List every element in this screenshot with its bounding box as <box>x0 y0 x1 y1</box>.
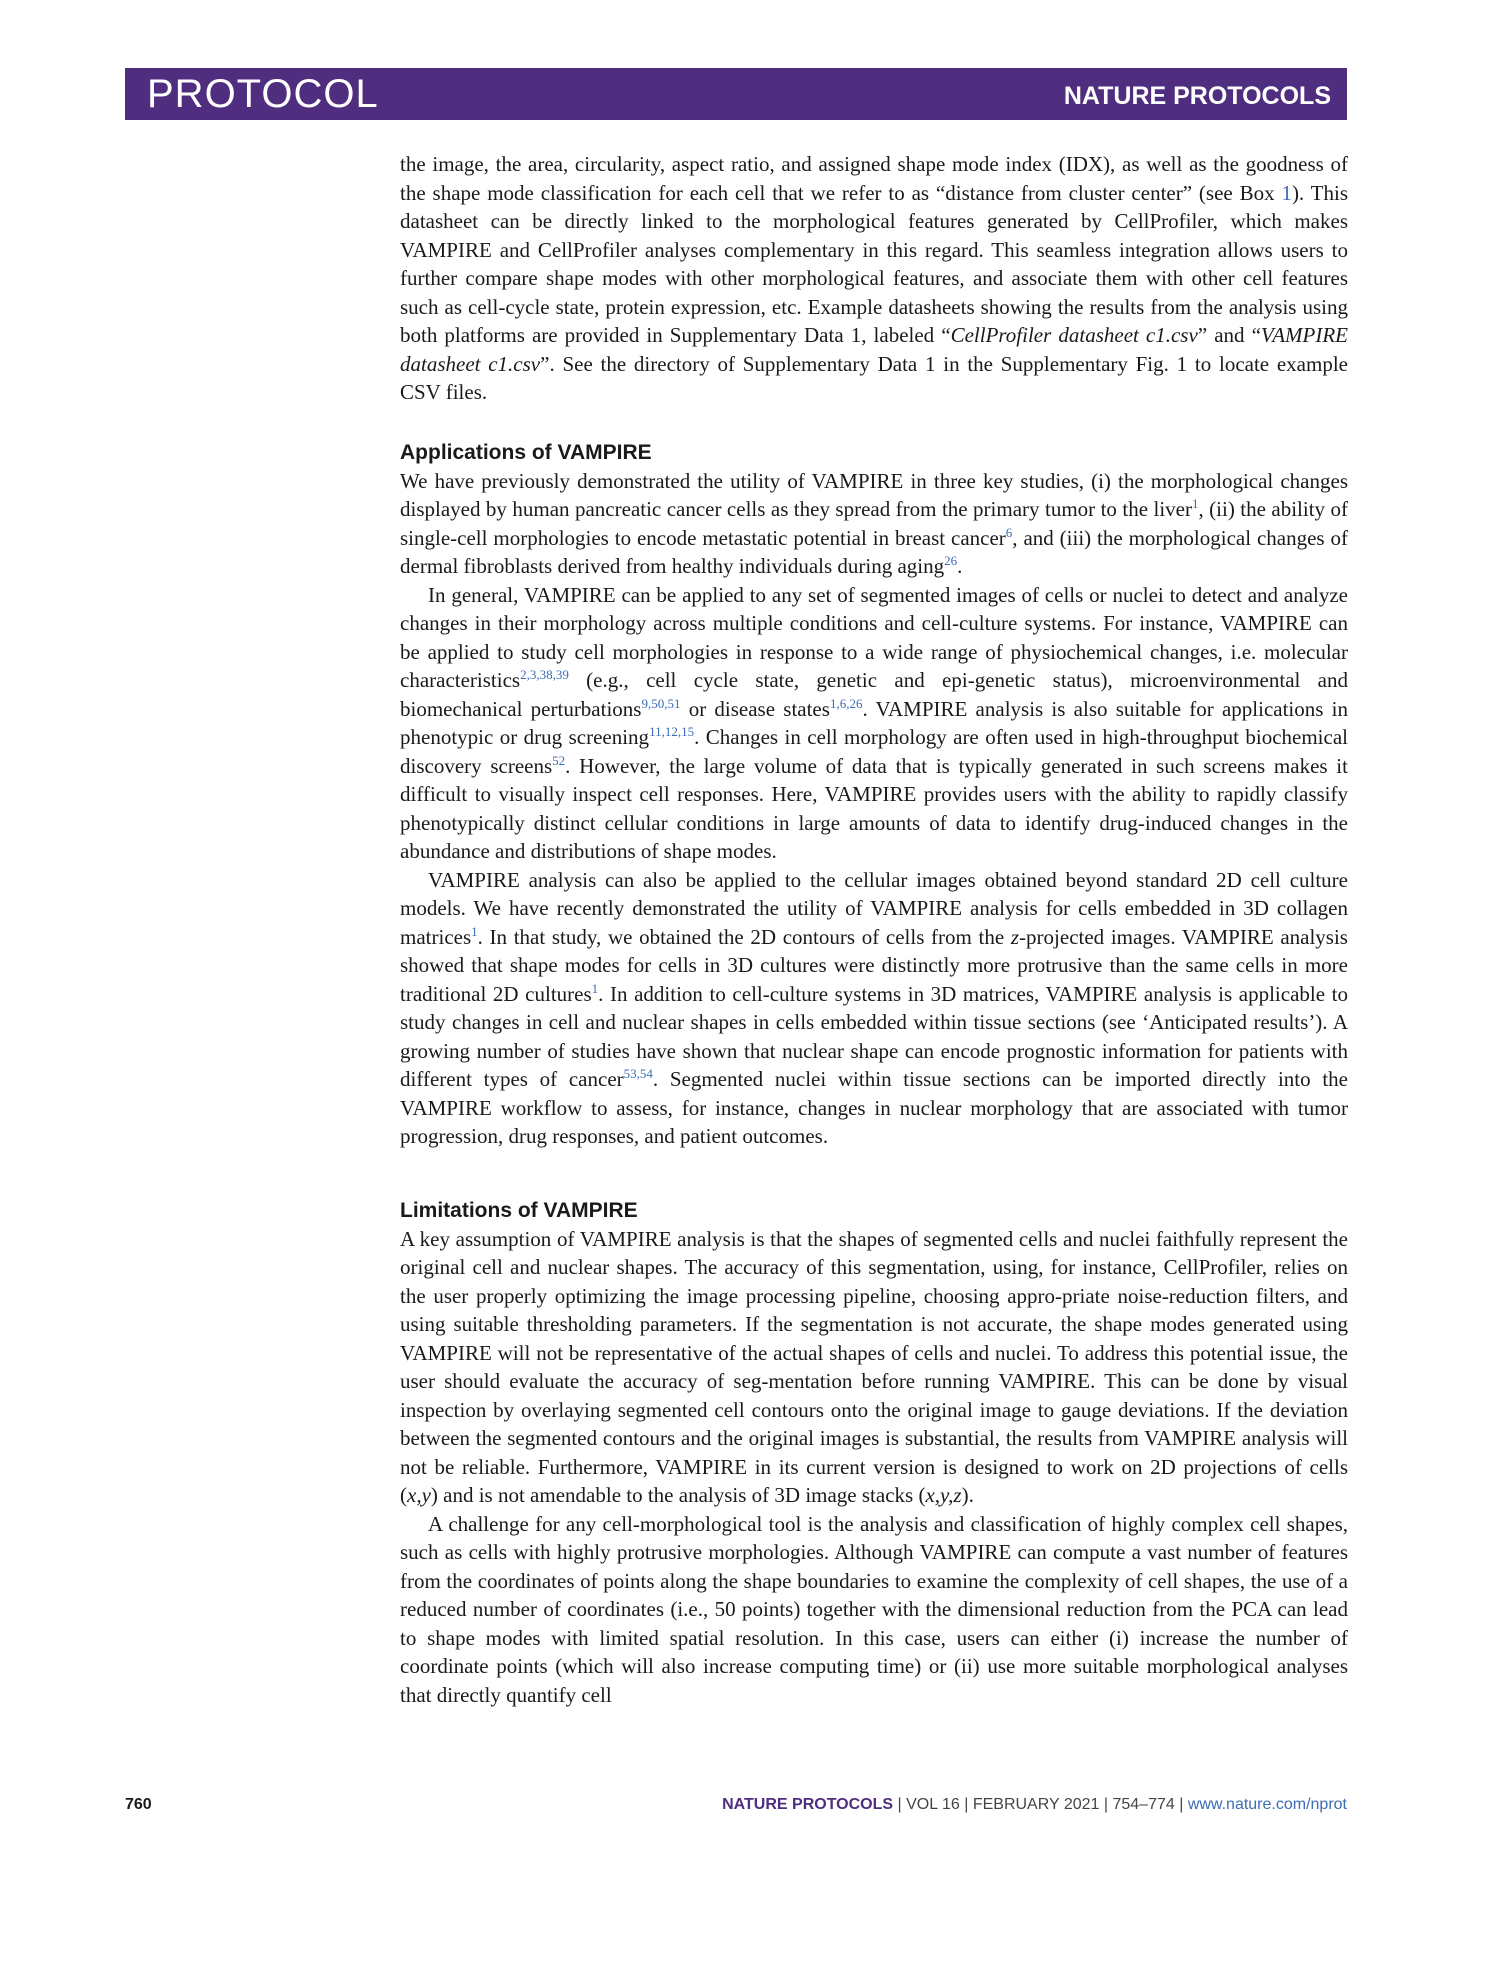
paragraph: We have previously demonstrated the utility of VAMPIRE in three key studies, (i) the morphological changes displayed by human pancreatic cancer cells as they spread from the primary tumor to the liver$^1$, (ii) the ability of single-cell morphologies to encode metastatic potential in breast cancer$^6$, and (iii) the morphological changes of dermal fibroblasts derived from healthy individuals during aging$^{26}$. <box>400 468 1348 578</box>
citation-line: NATURE PROTOCOLS | VOL 16 | FEBRUARY 2021 | 754–774 | www.nature.com/nprot <box>722 1796 1347 1813</box>
reference-link[interactable]: 26 <box>944 553 958 568</box>
section-heading-applications: Applications of VAMPIRE <box>400 440 652 464</box>
reference-link[interactable]: 1 <box>591 980 599 996</box>
reference-link[interactable]: 53,54 <box>623 1066 653 1081</box>
paragraph: In general, VAMPIRE can be applied to any set of segmented images of cells or nuclei to detect and analyze changes in their morphology across multiple conditions and cell-culture systems. For instance, VAMPIRE can be applied to study cell morphologies in response to a wide range of physiochemical changes, i.e. molecular characteristics$^{2,3,38,39}$ (e.g., cell cycle state, genetic and epi-genetic status), microenvironmental and biomechanical perturbations$^{9,50,51}$ or disease states$^{1,6,26}$. VAMPIRE analysis is also suitable for applications in phenotypic or drug screening$^{11,12,15}$. Changes in cell morphology are often used in high-throughput biochemical discovery screens$^{52}$. However, the large volume of data that is typically generated in such screens makes it difficult to visually inspect cell responses. Here, VAMPIRE provides users with the ability to rapidly classify phenotypically distinct cellular conditions in large amounts of data to identify drug-induced changes in the abundance and distributions of shape modes. <box>400 582 1348 863</box>
box-link[interactable]: 1 <box>1281 180 1292 205</box>
footer-journal: NATURE PROTOCOLS <box>722 1796 894 1813</box>
reference-link[interactable]: 1 <box>1191 496 1199 511</box>
paragraph: A challenge for any cell-morphological tool is the analysis and classification of highly complex cell shapes, such as cells with highly protrusive morphologies. Although VAMPIRE can compute a vast number of features from the coordinates of points along the shape boundaries to examine the complexity of cell shapes, the use of a reduced number of coordinates (i.e., 50 points) together with the dimensional reduction from the PCA can lead to shape modes with limited spatial resolution. In this case, users can either (i) increase the number of coordinate points (which will also increase computing time) or (ii) use more suitable morphological analyses that directly quantify cell <box>400 1511 1348 1707</box>
reference-link[interactable]: 52 <box>552 752 566 768</box>
paragraph: VAMPIRE analysis can also be applied to the cellular images obtained beyond standard 2D cell culture models. We have recently demonstrated the utility of VAMPIRE analysis for cells embedded in 3D collagen matrices$^1$. In that study, we obtained the 2D contours of cells from the z-projected images. VAMPIRE analysis showed that shape modes for cells in 3D cultures were distinctly more protrusive than the same cells in more traditional 2D cultures$^1$. In addition to cell-culture systems in 3D matrices, VAMPIRE analysis is applicable to study changes in cell and nuclear shapes in cells embedded within tissue sections (see ‘Anticipated results’). A growing number of studies have shown that nuclear shape can encode prognostic information for patients with different types of cancer$^{53,54}$. Segmented nuclei within tissue sections can be imported directly into the VAMPIRE workflow to assess, for instance, changes in nuclear morphology that are associated with tumor progression, drug responses, and patient outcomes. <box>400 867 1348 1148</box>
journal-name: NATURE PROTOCOLS <box>1063 82 1331 110</box>
section-type-label: PROTOCOL <box>147 72 379 116</box>
reference-link[interactable]: 9,50,51 <box>641 695 681 711</box>
paragraph: A key assumption of VAMPIRE analysis is that the shapes of segmented cells and nuclei faithfully represent the original cell and nuclear shapes. The accuracy of this segmentation, using, for instance, CellProfiler, relies on the user properly optimizing the image processing pipeline, choosing appro-priate noise-reduction filters, and using suitable thresholding parameters. If the segmentation is not accurate, the shape modes generated using VAMPIRE will not be representative of the actual shapes of cells and nuclei. To address this potential issue, the user should evaluate the accuracy of seg-mentation before running VAMPIRE. This can be done by visual inspection by overlaying segmented cell contours onto the original image to gauge deviations. If the deviation between the segmented contours and the original images is substantial, the results from VAMPIRE analysis will not be reliable. Furthermore, VAMPIRE in its current version is designed to work on 2D projections of cells (x,y) and is not amendable to the analysis of 3D image stacks (x,y,z). <box>400 1226 1348 1507</box>
journal-url-link[interactable]: www.nature.com/nprot <box>1187 1796 1347 1813</box>
page-number: 760 <box>125 1796 152 1813</box>
paragraph: the image, the area, circularity, aspect ratio, and assigned shape mode index (IDX), as well as the goodness of the shape mode classification for each cell that we refer to as “distance from cluster center” (see Box 1). This datasheet can be directly linked to the morphological features generated by CellProfiler, which makes VAMPIRE and CellProfiler analyses complementary in this regard. This seamless integration allows users to further compare shape modes with other morphological features, and associate them with other cell features such as cell-cycle state, protein expression, etc. Example datasheets showing the results from the analysis using both platforms are provided in Supplementary Data 1, labeled “CellProfiler datasheet c1.csv” and “VAMPIRE datasheet c1.csv”. See the directory of Supplementary Data 1 in the Supplementary Fig. 1 to locate example CSV files. <box>400 152 1348 404</box>
reference-link[interactable]: 2,3,38,39 <box>520 667 569 682</box>
section-heading-limitations: Limitations of VAMPIRE <box>400 1198 638 1222</box>
reference-link[interactable]: 11,12,15 <box>649 724 695 739</box>
article-body <box>400 150 1348 1709</box>
filename: CellProfiler datasheet c1.csv <box>950 323 1198 347</box>
header-bar <box>125 68 1347 120</box>
reference-link[interactable]: 1 <box>471 923 478 939</box>
reference-link[interactable]: 1,6,26 <box>829 695 863 711</box>
reference-link[interactable]: 6 <box>1005 524 1013 540</box>
filename: VAMPIRE datasheet c1.csv <box>400 323 1348 376</box>
